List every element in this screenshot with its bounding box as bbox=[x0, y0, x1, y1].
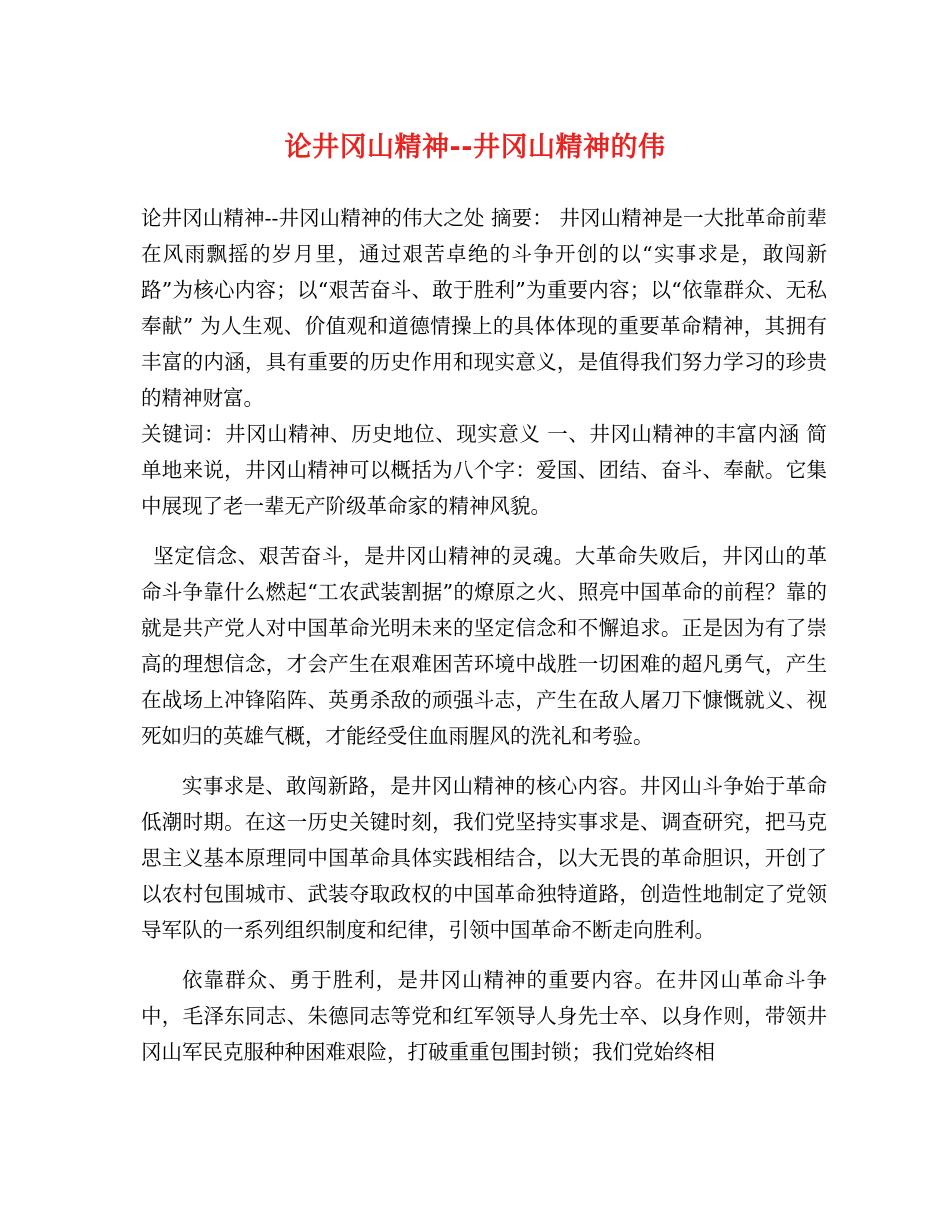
abstract-paragraph: 论井冈山精神--井冈山精神的伟大之处 摘要： 井冈山精神是一大批革命前辈在风雨飘摇的岁月里，通过艰苦卓绝的斗争开创的以“实事求是，敢闯新路”为核心内容；以“艰苦奋斗、敢于胜利”为重要内容；以“依靠群众、无私奉献” 为人生观、价值观和道德情操上的具体体现的重要革命精神，其拥有丰富的内涵，具有重要的历史作用和现实意义，是值得我们努力学习的珍贵的精神财富。 bbox=[141, 206, 827, 410]
document-body bbox=[141, 200, 827, 1070]
belief-paragraph: 坚定信念、艰苦奋斗，是井冈山精神的灵魂。大革命失败后，井冈山的革命斗争靠什么燃起“工农武装割据”的燎原之火、照亮中国革命的前程？靠的就是共产党人对中国革命光明未来的坚定信念和不懈追求。正是因为有了崇高的理想信念，才会产生在艰难困苦环境中战胜一切困难的超凡勇气，产生在战场上冲锋陷阵、英勇杀敌的顽强斗志，产生在敌人屠刀下慷慨就义、视死如归的英雄气概，才能经受住血雨腥风的洗礼和考验。 bbox=[141, 544, 827, 748]
document-title: 论井冈山精神--井冈山精神的伟 bbox=[284, 132, 666, 163]
keywords-paragraph: 关键词：井冈山精神、历史地位、现实意义 一、井冈山精神的丰富内涵 简单地来说，井冈山精神可以概括为八个字：爱国、团结、奋斗、奉献。它集中展现了老一辈无产阶级革命家的精神风貌。 bbox=[141, 422, 827, 518]
masses-paragraph: 依靠群众、勇于胜利，是井冈山精神的重要内容。在井冈山革命斗争中，毛泽东同志、朱德同志等党和红军领导人身先士卒、以身作则，带领井冈山军民克服种种困难艰险，打破重重包围封锁；我们党始终相 bbox=[141, 968, 827, 1064]
practical-paragraph: 实事求是、敢闯新路，是井冈山精神的核心内容。井冈山斗争始于革命低潮时期。在这一历史关键时刻，我们党坚持实事求是、调查研究，把马克思主义基本原理同中国革命具体实践相结合，以大无畏的革命胆识，开创了以农村包围城市、武装夺取政权的中国革命独特道路，创造性地制定了党领导军队的一系列组织制度和纪律，引领中国革命不断走向胜利。 bbox=[141, 774, 827, 942]
